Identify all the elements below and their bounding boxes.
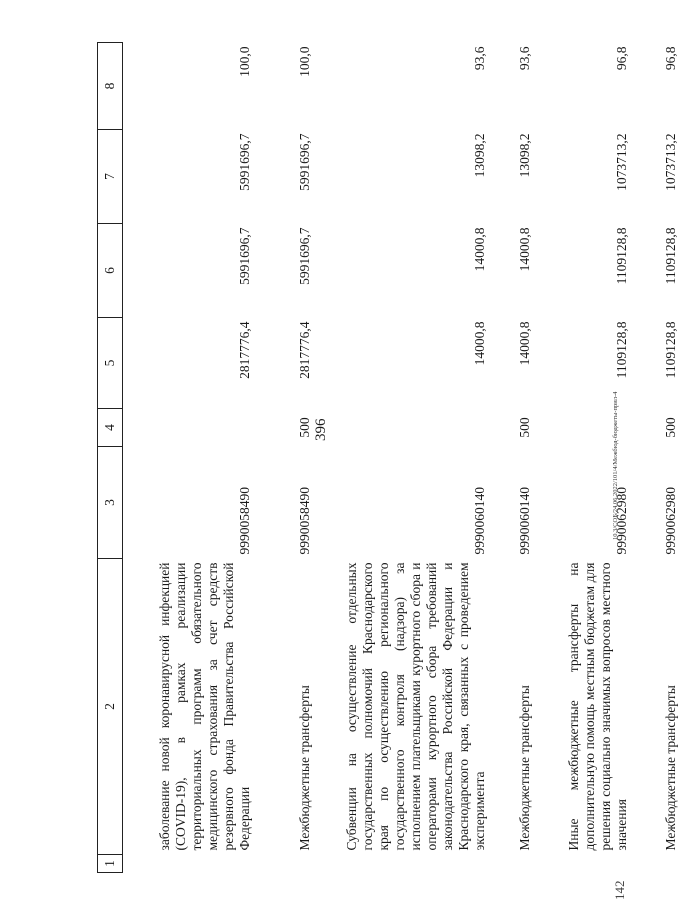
row-value-6: 5991696,7 <box>237 227 252 285</box>
document-code: 10.3/СОБ/24.06.2022/101/4/Межбюд-бюджеты-прил-4 <box>612 391 619 540</box>
row-expense-type: 500 <box>297 417 312 438</box>
row-expense-type <box>316 409 491 447</box>
row-value-8: 93,6 <box>472 46 487 71</box>
row-value-7: 5991696,7 <box>237 133 252 191</box>
row-value-8: 100,0 <box>297 46 312 77</box>
row-value-6: 14000,8 <box>517 227 532 272</box>
table-row <box>316 43 491 873</box>
row-value-8: 96,8 <box>663 46 678 71</box>
row-description: Иные межбюджетные трансферты на дополнительную помощь местным бюджетам для решения социально значимых вопросов местного значения <box>566 562 629 851</box>
row-value-7: 5991696,7 <box>297 133 312 191</box>
row-target-code: 9990060140 <box>472 487 487 555</box>
row-value-5: 2817776,4 <box>297 321 312 379</box>
page-number: 396 <box>313 418 329 441</box>
row-value-8: 96,8 <box>614 46 629 71</box>
table-row <box>123 43 257 873</box>
column-header-2: 2 <box>98 559 123 855</box>
column-header-7: 7 <box>98 130 123 224</box>
column-header-8: 8 <box>98 43 123 130</box>
row-value-7: 1073713,2 <box>663 133 678 191</box>
row-expense-type: 500 <box>663 417 678 438</box>
row-expense-type <box>123 409 257 447</box>
row-value-6: 1109128,8 <box>663 227 678 285</box>
row-value-8: 100,0 <box>237 46 252 77</box>
row-description: заболевание новой коронавирусной инфекцией (COVID-19), в рамках реализации территориальных программ обязательного медицинского страхования за счет средств резервного фонда Правительства Российской Федерации <box>157 562 252 851</box>
row-value-5: 2817776,4 <box>237 321 252 379</box>
row-value-6: 14000,8 <box>472 227 487 272</box>
column-header-4: 4 <box>98 409 123 447</box>
row-value-8: 93,6 <box>517 46 532 71</box>
row-value-5: 14000,8 <box>517 321 532 366</box>
row-value-5: 1109128,8 <box>614 321 629 379</box>
row-value-6: 1109128,8 <box>614 227 629 285</box>
table-row <box>491 43 536 873</box>
column-header-6: 6 <box>98 224 123 318</box>
row-value-7: 1073713,2 <box>614 133 629 191</box>
row-description: Субвенции на осуществление отдельных государственных полномочий Краснодарского края по осуществлению регионального государственного контроля (надзора) за исполнением плательщиками курортного сбора и операторами курортного сбора требований законодательства Российской Федерации и Краснодарского края, связанных с проведением эксперимента <box>344 562 487 851</box>
table-header-row <box>98 43 123 873</box>
row-description: Межбюджетные трансферты <box>297 685 312 851</box>
row-target-code: 9990060140 <box>517 487 532 555</box>
row-target-code: 9990062980 <box>614 487 629 555</box>
row-value-5: 14000,8 <box>472 321 487 366</box>
row-target-code: 9990058490 <box>297 487 312 555</box>
row-value-5: 1109128,8 <box>663 321 678 379</box>
row-target-code: 9990058490 <box>237 487 252 555</box>
row-value-7: 13098,2 <box>472 133 487 178</box>
row-target-code: 9990062980 <box>663 487 678 555</box>
row-description: Межбюджетные трансферты <box>663 685 678 851</box>
table-row <box>256 43 316 873</box>
column-header-1: 1 <box>98 855 123 873</box>
row-description: Межбюджетные трансферты <box>517 685 532 851</box>
column-header-3: 3 <box>98 447 123 559</box>
row-value-6: 5991696,7 <box>297 227 312 285</box>
table-row <box>633 43 682 873</box>
column-header-5: 5 <box>98 318 123 409</box>
row-expense-type: 500 <box>517 417 532 438</box>
row-value-7: 13098,2 <box>517 133 532 178</box>
budget-table <box>97 42 682 873</box>
corner-page-mark: 142 <box>612 880 627 900</box>
